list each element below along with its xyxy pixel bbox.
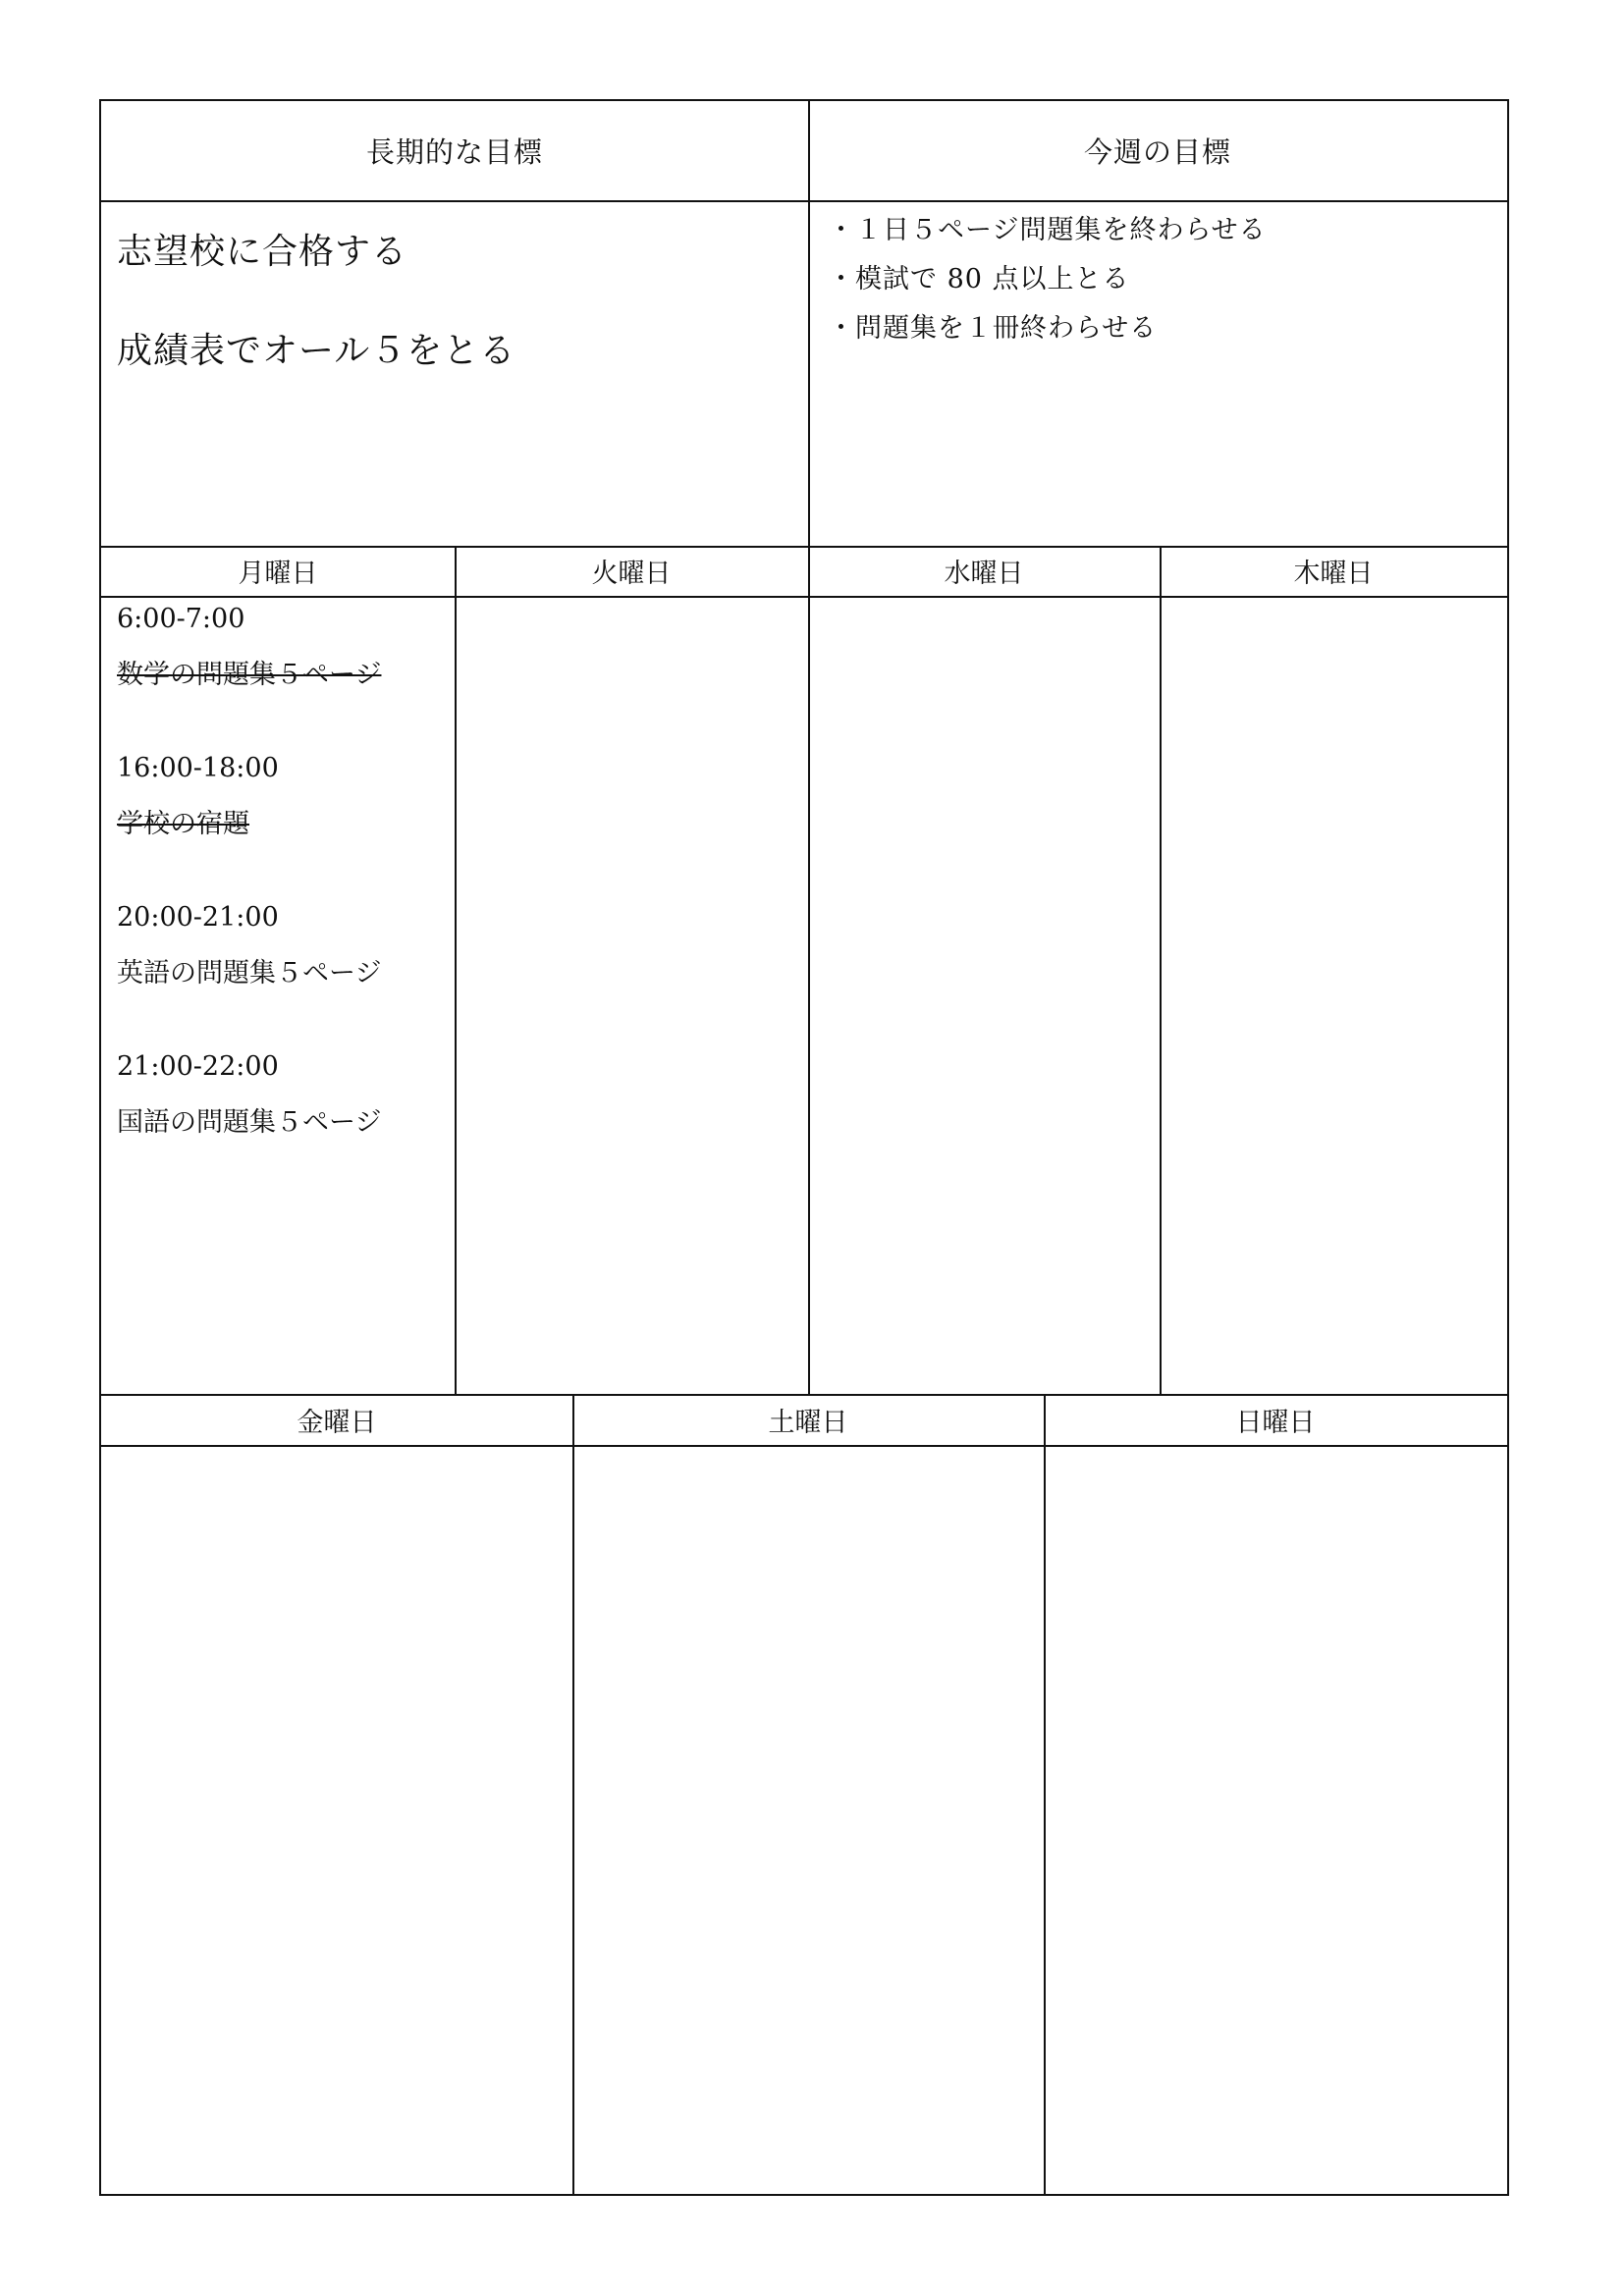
weekly-goal-3: ・問題集を１冊終わらせる <box>828 313 1158 344</box>
day-header-monday: 月曜日 <box>238 559 318 589</box>
schedule-task-done: 数学の問題集５ページ <box>117 660 382 690</box>
day-header-saturday: 土曜日 <box>768 1407 848 1438</box>
schedule-task: 英語の問題集５ページ <box>117 958 382 988</box>
weekly-goal-header: 今週の目標 <box>1083 135 1231 169</box>
schedule-time: 6:00-7:00 <box>117 604 245 634</box>
wednesday-cell <box>808 596 1160 1394</box>
schedule-task-done: 学校の宿題 <box>117 809 249 839</box>
long-term-goals-cell <box>101 200 808 546</box>
day-header-thursday: 木曜日 <box>1293 559 1374 589</box>
planner-sheet <box>99 99 1509 2196</box>
schedule-time: 21:00-22:00 <box>117 1051 279 1082</box>
schedule-task: 国語の問題集５ページ <box>117 1107 382 1138</box>
day-header-sunday: 日曜日 <box>1235 1407 1316 1438</box>
friday-cell <box>101 1445 572 2194</box>
schedule-time: 20:00-21:00 <box>117 902 279 933</box>
tuesday-cell <box>455 596 808 1394</box>
sunday-cell <box>1044 1445 1507 2194</box>
long-term-goal-header: 長期的な目標 <box>365 135 543 169</box>
long-term-goal-2: 成績表でオール５をとる <box>117 331 516 371</box>
thursday-cell <box>1160 596 1507 1394</box>
saturday-cell <box>572 1445 1044 2194</box>
weekly-goal-2: ・模試で 80 点以上とる <box>828 264 1130 294</box>
day-header-tuesday: 火曜日 <box>591 559 672 589</box>
day-header-friday: 金曜日 <box>297 1407 377 1438</box>
day-header-wednesday: 水曜日 <box>944 559 1024 589</box>
long-term-goal-1: 志望校に合格する <box>117 232 408 272</box>
schedule-time: 16:00-18:00 <box>117 753 279 783</box>
weekly-goals-cell <box>808 200 1507 546</box>
weekly-goal-1: ・１日５ページ問題集を終わらせる <box>828 215 1267 245</box>
monday-cell <box>101 596 455 1394</box>
